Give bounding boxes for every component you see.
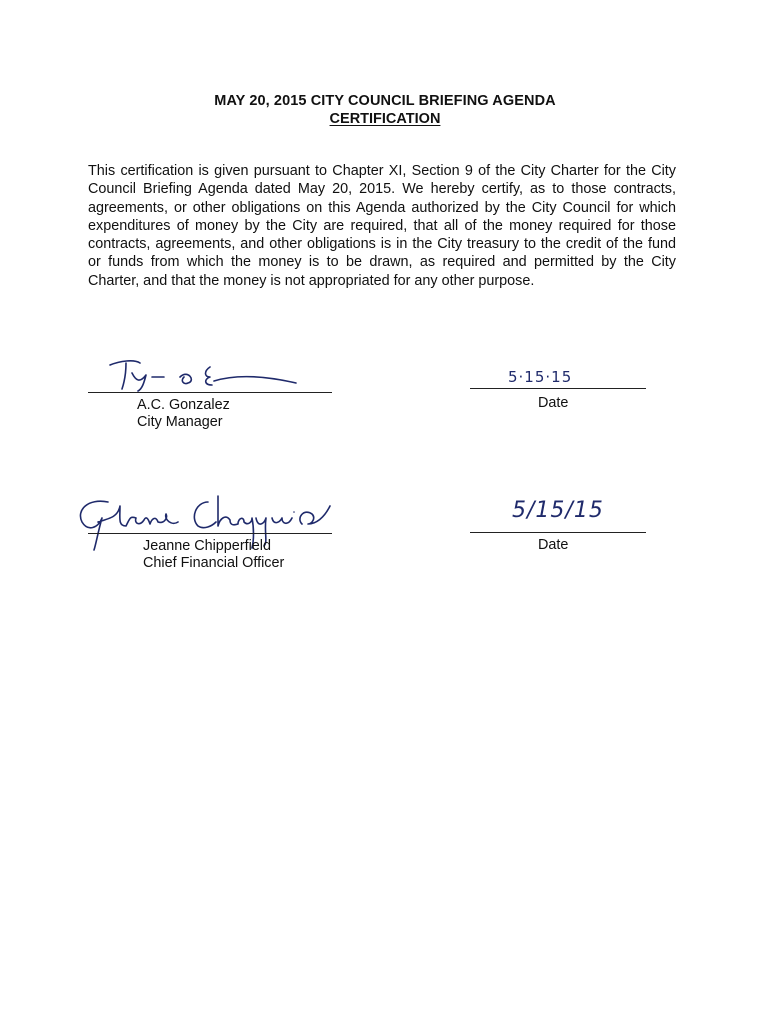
signatory-title: City Manager	[137, 414, 223, 430]
date-label: Date	[538, 395, 569, 411]
page-subtitle: CERTIFICATION	[329, 111, 441, 127]
handwritten-signature-icon	[100, 355, 310, 395]
signatory-title: Chief Financial Officer	[143, 555, 285, 571]
date-line	[470, 388, 646, 389]
signed-date: 5·15·15	[508, 368, 573, 386]
date-label: Date	[538, 537, 569, 553]
signature-line	[88, 533, 332, 534]
date-line	[470, 532, 646, 533]
page-title: MAY 20, 2015 CITY COUNCIL BRIEFING AGENDA	[214, 93, 556, 109]
certification-paragraph: This certification is given pursuant to Chapter XI, Section 9 of the City Charter for the City Council Briefing Agenda dated May 20, 2015. We hereby certify, as to those contracts, agreements, or other obligations on this Agenda authorized by the City Council for which expenditures of money by the City are required, that all of the money required for those contracts, agreements, and other obligations is in the City treasury to the credit of the fund or funds from which the money is to be drawn, as required and permitted by the City Charter, and that the money is not appropriated for any other purpose.	[88, 163, 676, 289]
signatory-name: Jeanne Chipperfield	[143, 538, 272, 554]
signed-date: 5/15/15	[512, 498, 604, 523]
signatory-name: A.C. Gonzalez	[137, 397, 230, 413]
signature-line	[88, 392, 332, 393]
